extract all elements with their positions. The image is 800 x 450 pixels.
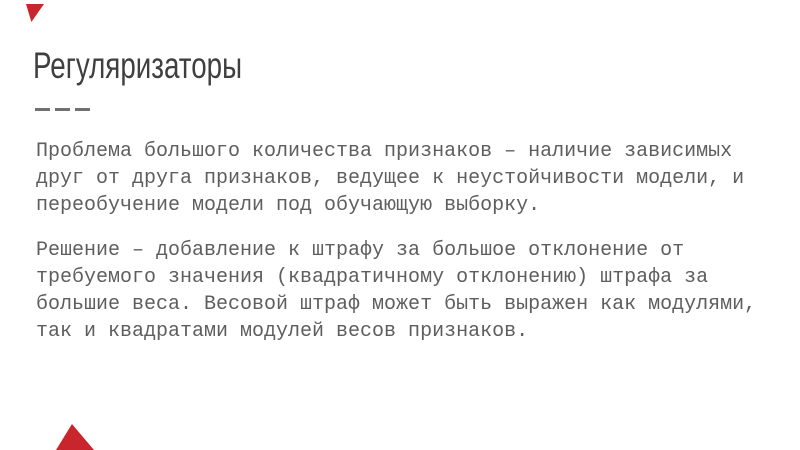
text-line: Проблема большого количества признаков – наличие зависимых <box>36 140 733 163</box>
text-line: требуемого значения (квадратичному отклонению) штрафа за <box>36 266 709 289</box>
divider-dash <box>55 108 70 111</box>
text-line: большие веса. Весовой штраф может быть выражен как модулями, <box>36 293 757 316</box>
body-paragraph-2 <box>36 237 766 345</box>
divider-dash <box>35 108 50 111</box>
body-paragraph-1 <box>36 138 766 219</box>
title-divider <box>35 108 90 111</box>
text-line: друг от друга признаков, ведущее к неустойчивости модели, и <box>36 167 745 190</box>
red-triangle-top-left-icon <box>26 4 44 22</box>
slide-title: Регуляризаторы <box>33 45 243 86</box>
text-line: Решение – добавление к штрафу за большое отклонение от <box>36 239 685 262</box>
text-line: переобучение модели под обучающую выборку. <box>36 194 541 217</box>
divider-dash <box>75 108 90 111</box>
slide-body <box>36 138 766 363</box>
red-triangle-bottom-left-icon <box>56 424 94 450</box>
text-line: так и квадратами модулей весов признаков. <box>36 320 529 343</box>
